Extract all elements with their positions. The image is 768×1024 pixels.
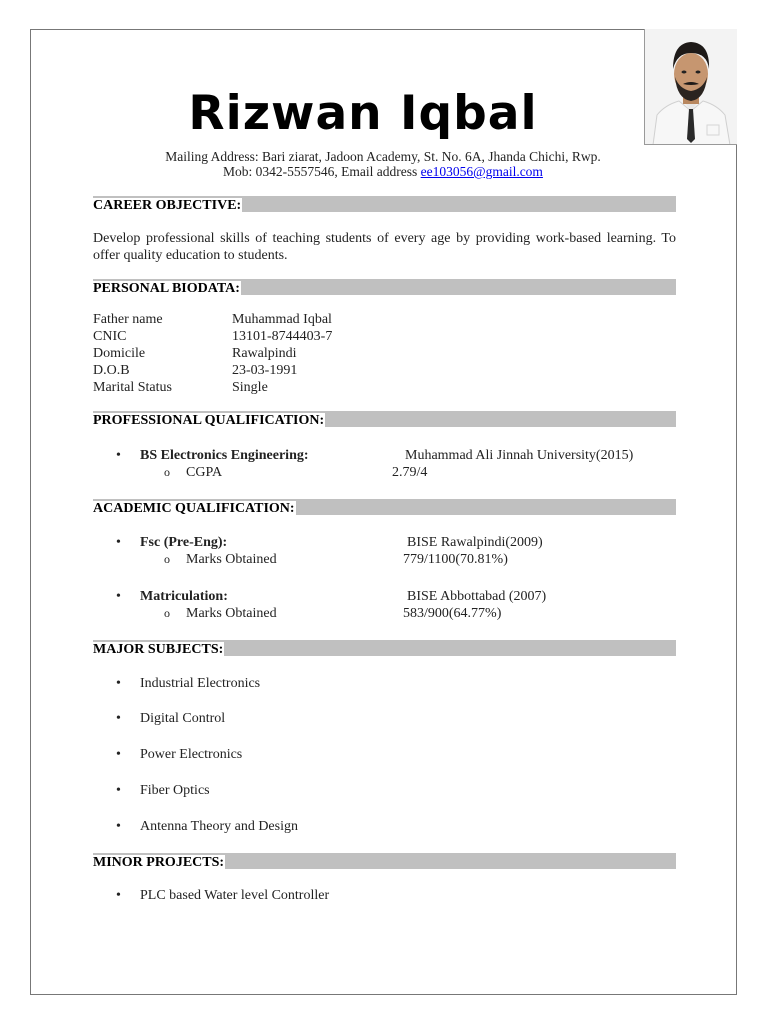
marks-label: Marks Obtained [186,552,277,567]
professional-qualification-title: PROFESSIONAL QUALIFICATION: [93,413,325,428]
major-subjects-heading [93,640,676,656]
minor-projects-heading [93,853,676,869]
bullet-icon: • [116,589,121,604]
degree-title: BS Electronics Engineering: [140,448,309,463]
cgpa-value: 2.79/4 [392,465,428,480]
bullet-icon: • [116,747,121,762]
minor-projects-title: MINOR PROJECTS: [93,855,225,870]
candidate-name: Rizwan Iqbal [188,86,538,141]
subject-item: Fiber Optics [140,783,210,798]
biodata-row [93,328,333,345]
sub-bullet-icon: o [164,465,170,479]
subject-item: Antenna Theory and Design [140,819,298,834]
biodata-value: Single [232,380,268,395]
career-objective-text: Develop professional skills of teaching students of every age by providing work-based learning. To offer quality education to students. [93,231,676,263]
academic-qualification-heading [93,499,676,515]
biodata-value: Muhammad Iqbal [232,312,332,327]
bullet-icon: • [116,676,121,691]
professional-qualification-heading [93,411,676,427]
major-subjects-title: MAJOR SUBJECTS: [93,642,224,657]
biodata-label: D.O.B [93,363,130,378]
personal-biodata-title: PERSONAL BIODATA: [93,281,240,296]
bullet-icon: • [116,819,121,834]
bullet-icon: • [116,535,121,550]
academic-qualification-title: ACADEMIC QUALIFICATION: [93,501,295,516]
biodata-value: 23-03-1991 [232,363,298,378]
career-objective-heading [93,196,676,212]
contact-line [30,164,736,180]
academic-degree: Matriculation: [140,589,228,604]
degree-institute: Muhammad Ali Jinnah University(2015) [405,448,634,463]
biodata-row [93,362,298,379]
mobile-text: Mob: 0342-5557546, Email address [223,164,421,179]
academic-board: BISE Rawalpindi(2009) [407,535,543,550]
subject-item: Industrial Electronics [140,676,261,691]
bullet-icon: • [116,711,121,726]
biodata-row [93,345,297,362]
marks-value: 583/900(64.77%) [403,606,502,621]
biodata-value: 13101-8744403-7 [232,329,333,344]
bullet-icon: • [116,888,121,903]
biodata-label: Marital Status [93,380,172,395]
subject-item: Power Electronics [140,747,243,762]
sub-bullet-icon: o [164,606,170,620]
career-objective-title: CAREER OBJECTIVE: [93,198,242,213]
bullet-icon: • [116,448,121,463]
email-link[interactable]: ee103056@gmail.com [420,164,543,179]
personal-biodata-heading [93,279,676,295]
biodata-row [93,379,268,396]
mailing-address: Mailing Address: Bari ziarat, Jadoon Academy, St. No. 6A, Jhanda Chichi, Rwp. [165,149,601,164]
subject-item: Digital Control [140,711,226,726]
academic-degree: Fsc (Pre-Eng): [140,535,228,550]
bullet-icon: • [116,783,121,798]
biodata-row [93,311,332,328]
academic-board: BISE Abbottabad (2007) [407,589,547,604]
marks-value: 779/1100(70.81%) [403,552,508,567]
biodata-label: Father name [93,312,163,327]
marks-label: Marks Obtained [186,606,277,621]
project-item: PLC based Water level Controller [140,888,330,903]
sub-bullet-icon: o [164,552,170,566]
biodata-label: CNIC [93,329,127,344]
biodata-value: Rawalpindi [232,346,297,361]
biodata-label: Domicile [93,346,146,361]
cgpa-label: CGPA [186,465,223,480]
